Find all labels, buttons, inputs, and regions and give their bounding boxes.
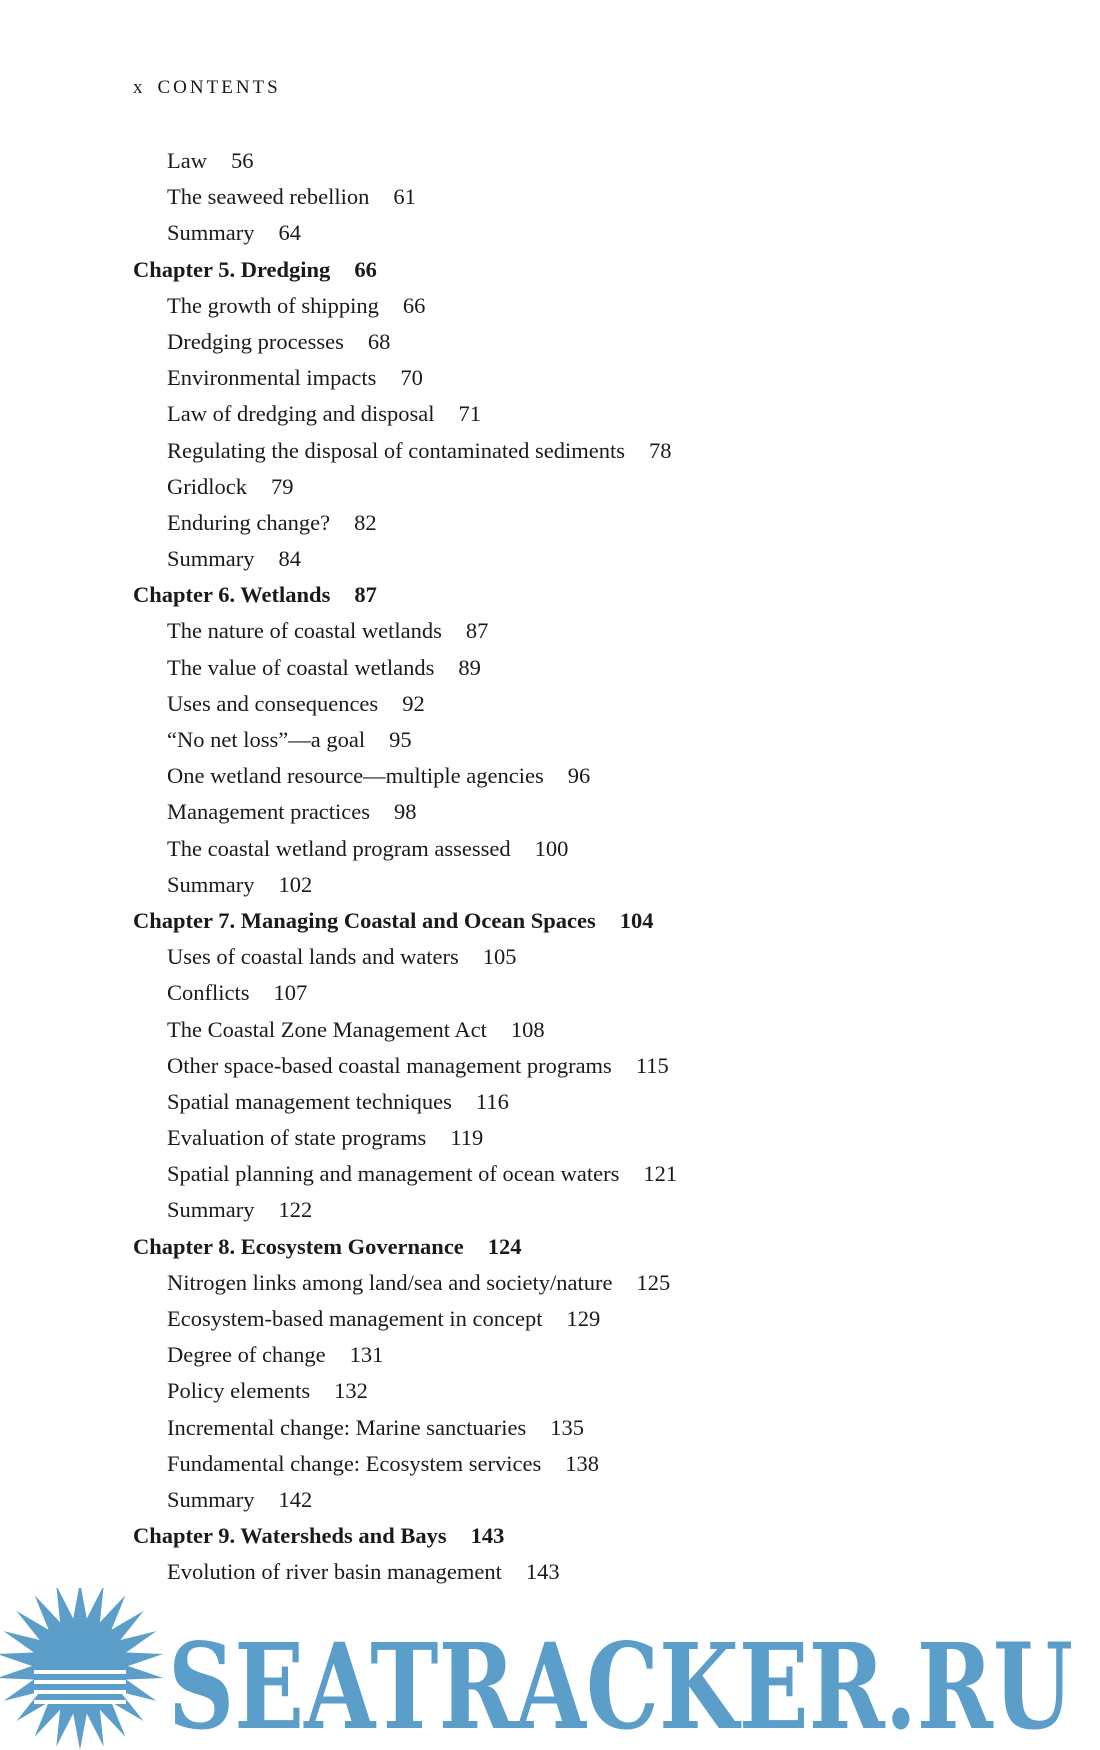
toc-section-entry (133, 469, 1033, 505)
toc-entry-title: “No net loss”—a goal (167, 727, 366, 752)
toc-entry-title: Fundamental change: Ecosystem services (167, 1450, 542, 1476)
toc-entry-title: Summary (167, 1197, 255, 1223)
toc-section-entry (133, 288, 1033, 324)
toc-entry-page: 142 (278, 1486, 313, 1512)
toc-entry-title: Summary (167, 220, 255, 246)
toc-entry-page: 96 (567, 763, 591, 789)
toc-entry-page: 98 (394, 799, 417, 825)
toc-entry-title: Enduring change? (167, 509, 331, 535)
toc-entry-title: Evolution of river basin management (167, 1559, 502, 1585)
toc-entry-title: The Coastal Zone Management Act (167, 1016, 487, 1042)
toc-section-entry (133, 1337, 1033, 1373)
sun-wave-line (34, 1690, 126, 1694)
sun-disc (34, 1620, 126, 1712)
toc-section-entry (133, 1410, 1033, 1446)
toc-entry-title: Chapter 6. Wetlands (133, 582, 331, 608)
sun-wave-line (34, 1700, 126, 1704)
toc-entry-title: The value of coastal wetlands (167, 654, 435, 680)
sun-icon (0, 1588, 163, 1750)
toc-section-entry (133, 215, 1033, 251)
toc-section-entry (133, 650, 1033, 686)
toc-entry-page: 138 (565, 1450, 600, 1476)
running-head (133, 77, 281, 99)
toc-entry-title: Spatial planning and management of ocean waters (167, 1161, 620, 1187)
sun-wave-line (34, 1670, 126, 1674)
toc-entry-page: 100 (534, 835, 569, 861)
toc-entry-title: The coastal wetland program assessed (167, 835, 511, 861)
toc-section-entry (133, 1012, 1033, 1048)
toc-entry-title: One wetland resource—multiple agencies (167, 763, 544, 789)
toc-entry-page: 68 (367, 328, 391, 354)
toc-entry-page: 87 (465, 618, 489, 644)
toc-entry-page: 56 (230, 148, 254, 173)
toc-entry-page: 132 (334, 1378, 368, 1404)
toc-entry-page: 104 (619, 907, 654, 933)
toc-entry-title: Uses and consequences (167, 690, 379, 716)
toc-section-entry (133, 1120, 1033, 1156)
toc-entry-title: Nitrogen links among land/sea and society/nature (167, 1269, 613, 1295)
page-folio: x (133, 77, 146, 98)
toc-entry-page: 89 (458, 654, 481, 680)
toc-entry-page: 87 (354, 582, 377, 608)
toc-chapter-entry (133, 252, 1033, 288)
toc-entry-title: Degree of change (167, 1342, 326, 1368)
toc-entry-page: 105 (482, 944, 517, 970)
toc-section-entry (133, 867, 1033, 903)
toc-entry-page: 116 (475, 1088, 509, 1114)
toc-entry-title: Evaluation of state programs (167, 1125, 427, 1151)
toc-chapter-entry (133, 903, 1033, 939)
toc-entry-title: Ecosystem-based management in concept (167, 1306, 543, 1331)
toc-entry-title: Chapter 5. Dredging (133, 256, 331, 282)
toc-entry-page: 64 (278, 220, 301, 246)
toc-entry-page: 79 (270, 473, 294, 499)
toc-section-entry (133, 758, 1033, 794)
toc-entry-title: Chapter 8. Ecosystem Governance (133, 1233, 464, 1259)
toc-chapter-entry (133, 1518, 1033, 1554)
toc-section-entry (133, 1301, 1033, 1337)
toc-entry-page: 129 (566, 1306, 601, 1331)
toc-section-entry (133, 1048, 1033, 1084)
toc-chapter-entry (133, 577, 1033, 613)
toc-entry-title: Law (167, 148, 207, 173)
toc-entry-title: Incremental change: Marine sanctuaries (167, 1414, 527, 1440)
toc-entry-page: 135 (550, 1414, 584, 1440)
toc-entry-title: Conflicts (167, 980, 250, 1006)
toc-entry-page: 143 (525, 1559, 560, 1585)
toc-section-entry (133, 541, 1033, 577)
toc-section-entry (133, 1192, 1033, 1228)
toc-entry-page: 143 (470, 1523, 505, 1549)
watermark-text: SEATRACKER.RU (168, 1617, 1073, 1750)
toc-section-entry (133, 143, 1033, 179)
toc-entry-page: 107 (273, 980, 308, 1006)
toc-section-entry (133, 613, 1033, 649)
toc-section-entry (133, 794, 1033, 830)
toc-entry-page: 84 (278, 546, 301, 572)
sun-wave-line (34, 1680, 126, 1684)
toc-entry-page: 92 (402, 690, 425, 716)
toc-entry-title: Summary (167, 546, 255, 572)
toc-entry-title: Management practices (167, 799, 371, 825)
toc-entry-title: The seaweed rebellion (167, 184, 370, 210)
toc-entry-page: 66 (354, 256, 377, 282)
toc-entry-title: Gridlock (167, 473, 247, 499)
toc-entry-title: Environmental impacts (167, 365, 377, 391)
table-of-contents (133, 143, 1033, 1591)
toc-entry-page: 71 (458, 401, 481, 427)
toc-chapter-entry (133, 1229, 1033, 1265)
toc-entry-title: Summary (167, 1486, 255, 1512)
toc-entry-title: The nature of coastal wetlands (167, 618, 442, 644)
toc-section-entry (133, 433, 1033, 469)
toc-section-entry (133, 1554, 1033, 1590)
toc-entry-page: 95 (389, 727, 412, 752)
toc-entry-page: 61 (393, 184, 416, 210)
toc-entry-page: 78 (649, 437, 672, 463)
toc-section-entry (133, 179, 1033, 215)
toc-entry-title: Chapter 9. Watersheds and Bays (133, 1523, 447, 1549)
running-head-title: CONTENTS (157, 77, 281, 98)
toc-entry-page: 115 (635, 1052, 669, 1078)
toc-section-entry (133, 505, 1033, 541)
toc-entry-page: 122 (278, 1197, 313, 1223)
toc-entry-title: Other space-based coastal management programs (167, 1052, 612, 1078)
toc-entry-page: 66 (402, 292, 426, 318)
toc-section-entry (133, 1482, 1033, 1518)
toc-entry-page: 108 (510, 1016, 545, 1042)
toc-section-entry (133, 1084, 1033, 1120)
toc-section-entry (133, 1446, 1033, 1482)
toc-section-entry (133, 324, 1033, 360)
toc-section-entry (133, 686, 1033, 722)
toc-entry-title: Dredging processes (167, 328, 344, 354)
toc-section-entry (133, 396, 1033, 432)
toc-entry-title: Law of dredging and disposal (167, 401, 435, 427)
toc-entry-page: 124 (487, 1233, 522, 1259)
toc-section-entry (133, 1265, 1033, 1301)
toc-entry-title: Uses of coastal lands and waters (167, 944, 459, 970)
toc-section-entry (133, 939, 1033, 975)
toc-entry-title: Policy elements (167, 1378, 311, 1404)
toc-section-entry (133, 1373, 1033, 1409)
toc-entry-page: 121 (643, 1161, 678, 1187)
toc-entry-page: 131 (349, 1342, 384, 1368)
toc-section-entry (133, 360, 1033, 396)
toc-entry-title: Regulating the disposal of contaminated sediments (167, 437, 626, 463)
toc-section-entry (133, 831, 1033, 867)
toc-entry-page: 125 (636, 1269, 671, 1295)
toc-entry-page: 82 (354, 509, 377, 535)
toc-section-entry (133, 1156, 1033, 1192)
toc-entry-title: Spatial management techniques (167, 1088, 452, 1114)
toc-entry-page: 102 (278, 871, 313, 897)
toc-section-entry (133, 975, 1033, 1011)
toc-entry-title: The growth of shipping (167, 292, 379, 318)
toc-entry-page: 119 (450, 1125, 484, 1151)
toc-entry-title: Chapter 7. Managing Coastal and Ocean Spaces (133, 907, 596, 933)
watermark (0, 1588, 1100, 1750)
toc-section-entry (133, 722, 1033, 758)
toc-entry-page: 70 (400, 365, 423, 391)
toc-entry-title: Summary (167, 871, 255, 897)
